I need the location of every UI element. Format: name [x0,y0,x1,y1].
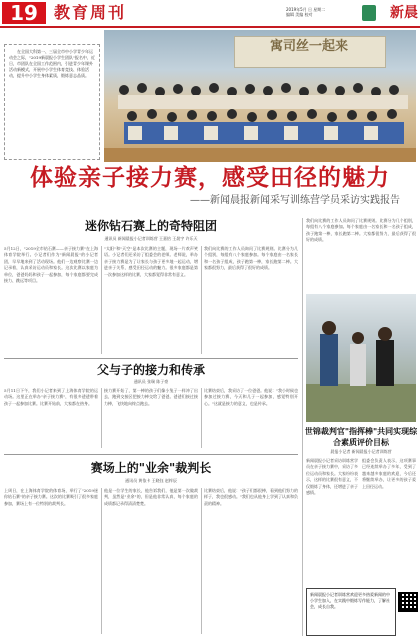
article3-heading: 赛场上的"业余"裁判长 [90,461,212,475]
section-divider [4,358,298,359]
right-photo-figures [306,294,416,422]
article3-col1: 上周日，在上海体育学院的体育场，举行了"2019迷你钻石赛"的亲子接力赛。这次的比赛吸引了很多家庭参加，赛场上有一位特别的裁判长。 [4,488,98,506]
article1-col1: 5月12日，"2019全市钻石赛——亲子接力赛"在上海体育学院举行。小记者们作为"新闻晨报"的小记者团，早早地来到了活动现场。他们一边观察比赛一边记录着，认真采访运动员和家长。这次比赛以家庭为单位，爸爸妈妈和孩子一起参加，每个家庭都要完成接力、跳远等项目。 [4,246,98,284]
column-rule [302,218,303,636]
article4-col2: 组委会负责人表示，这项赛事已经连续举办了多年，受到了越来越多家庭的欢迎，今后还将继续举办，让更多的孩子爱上田径运动。 [362,458,416,489]
column-rule [201,388,202,448]
article1-heading: 迷你钻石赛上的奇特阻团 [84,219,217,233]
main-subtitle: ——新闻晨报新闻采写训练营学员采访实践报告 [190,195,400,206]
article2-col2: 接力赛开始了，第一棒的孩子们像小兔子一样冲了出去，跑到交接区把接力棒交给了爸爸。爸爸们接过接力棒，飞快地向终点跑去。 [104,388,198,406]
article2-col1: 5月11日下午，我们小记者来到了上海体育学院的运动场。这里正在举办"亲子接力赛"，有很多爸爸带着孩子一起参加比赛。比赛开始前，大家都在热身。 [4,388,98,406]
article3-col3: 比赛结束后，他说："孩子们都很棒，看到他们努力的样子，我也很感动。"我们也从他身上学到了认真和负责的精神。 [204,488,298,506]
article4-col1: 新闻晨报小记者采访训练营学员在亲子接力赛中，采访了多位运动员和家长。大家纷纷表示，这样的比赛很有意义，不仅锻炼了身体，还增进了亲子感情。 [306,458,358,496]
article4-heading: 世锦裁判官"指挥棒"共同实现综合素质评价目标 [304,426,418,447]
column-rule [101,246,102,354]
section-divider [4,454,298,455]
header-rule [0,26,420,28]
article3-col2: 他是一位学生的家长，他告诉我们，他是第一次做裁判，虽然是"业余"的，但是他非常认真，每个家庭的成绩都记录得清清楚楚。 [104,488,198,506]
column-rule [101,488,102,634]
article4-byline: 晨报小记者 新闻晨报小记者训练营 [330,449,392,454]
qr-code-icon[interactable] [398,592,418,612]
intro-box: 在全国大科第一、三届全市中小学青少年运动会之际，"2019新晨报小学生团队"报名中，近日，市团队在全国工作范围内，引进青少年课外活动新模式，开展中小学生体育竞技、体验活动，提升中小学生身体素质，锻炼意志品质。 [4,44,100,160]
right-column-text: 我们向比赛的工作人员询问了比赛规则。比赛分为几个组别，每组有八个家庭参加。每个家庭由一名家长和一名孩子组成，孩子跑第一棒，家长跑第二棒。大家都很努力，最后获得了很好的成绩。 [306,218,416,243]
article1-byline: 通讯员 新闻晨报小记者训练营 王嘉怡 王晟宇 许乐天 [104,236,198,241]
main-title: 体验亲子接力赛，感受田径的魅力 [30,165,390,191]
date-text: 2019年5月 日 星期二 [286,7,326,12]
footer-note: 新闻晨报小记者训练营欢迎更多热爱新闻的中小学生加入，在实践中锻炼写作能力，了解社会，成长自我。 [306,588,396,636]
crowd-illustration [104,70,416,162]
hero-photo [104,30,416,162]
article1-col3: 我们向比赛的工作人员询问了比赛规则。比赛分为几个组别，每组有八个家庭参加。每个家庭由一名家长和一名孩子组成，孩子跑第一棒，家长跑第二棒。大家都很努力，最后获得了很好的成绩。 [204,246,298,271]
article2-byline: 通讯员 张瑞 陈子豪 [133,379,169,384]
newspaper-logo: 新晨 [390,5,418,21]
article2-heading: 父与子的接力和传承 [96,363,205,377]
column-rule [201,246,202,354]
article2-col3: 比赛结束后，我采访了一位爸爸。他说："我小时候也参加过接力赛，今天和儿子一起参加，感觉特别开心。"这就是接力的意义，也是传承。 [204,388,298,406]
date-line [286,7,346,17]
column-rule [201,488,202,634]
article1-col2: "太阳"和"天空"是本次比赛的主题，现场一片欢声笑语。小记者们还采访了组委会的老师。老师说，举办亲子接力赛是为了让家长与孩子更多地一起运动，增进亲子关系，感受田径运动的魅力。很多家庭都是第一次参加这样的比赛，大家都觉得非常有意义。 [104,246,198,277]
column-rule [101,388,102,448]
photo-banner-text: 寓司丝一起来 [269,39,348,54]
article3-byline: 通讯员 黄依卡 王晓钰 赵梓辰 [125,478,177,483]
editor-text: 编辑 美编 校对 [286,12,313,17]
page-number: 19 [2,2,46,24]
section-title: 教育周刊 [54,3,127,22]
right-photo [306,294,416,422]
